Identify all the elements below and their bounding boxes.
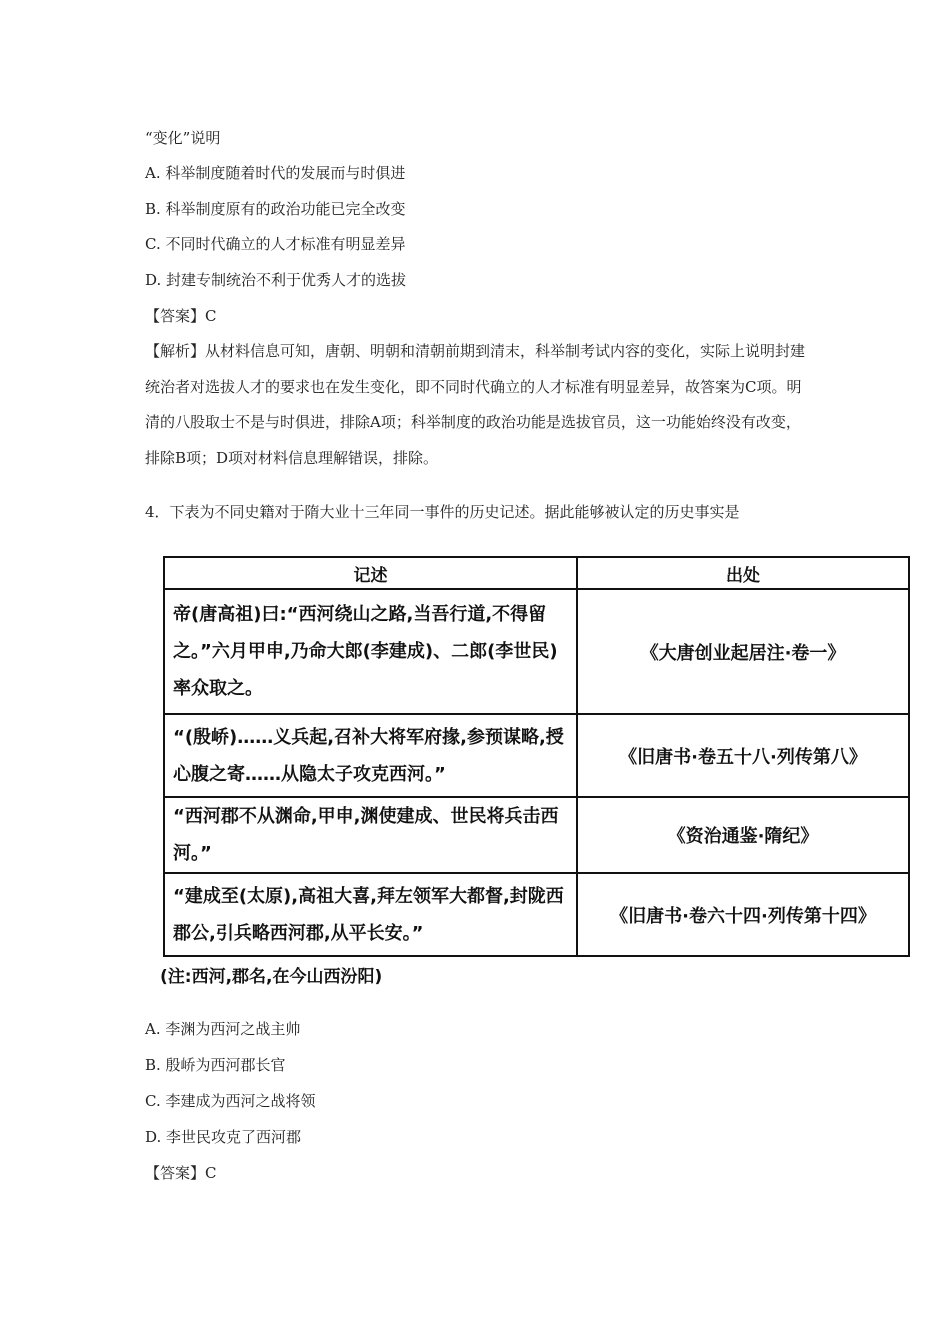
option-b: B. 殷峤为西河郡长官: [145, 1056, 286, 1074]
source-cell: 《大唐创业起居注·卷一》: [577, 589, 909, 714]
record-cell: “西河郡不从渊命,甲申,渊使建成、世民将兵击西河。”: [164, 797, 577, 873]
option-c: C. 不同时代确立的人才标准有明显差异: [145, 235, 406, 253]
option-c: C. 李建成为西河之战将领: [145, 1092, 316, 1110]
record-cell: 帝(唐高祖)曰:“西河绕山之路,当吾行道,不得留之。”六月甲申,乃命大郎(李建成)、二郎(李世民)率众取之。: [164, 589, 577, 714]
answer: 【答案】C: [145, 1164, 217, 1182]
analysis: 【解析】从材料信息可知，唐朝、明朝和清朝前期到清末，科举制考试内容的变化，实际上说明封建统治者对选拔人才的要求也在发生变化，即不同时代确立的人才标准有明显差异，故答案为C项。明清的八股取士不是与时俱进，排除A项；科举制度的政治功能是选拔官员，这一功能始终没有改变，排除B项；D项对材料信息理解错误，排除。: [145, 342, 806, 467]
option-d: D. 封建专制统治不利于优秀人才的选拔: [145, 271, 407, 289]
option-a: A. 李渊为西河之战主帅: [145, 1020, 301, 1038]
question-stem-end: “变化”说明: [145, 129, 221, 147]
source-cell: 《旧唐书·卷五十八·列传第八》: [577, 714, 909, 797]
record-cell: “(殷峤)……义兵起,召补大将军府掾,参预谋略,授心腹之寄……从隐太子攻克西河。”: [164, 714, 577, 797]
option-d: D. 李世民攻克了西河郡: [145, 1128, 302, 1146]
header-record: 记述: [164, 557, 577, 589]
table-row: [164, 714, 909, 797]
table-row: [164, 797, 909, 873]
table-header-row: [164, 557, 909, 589]
source-cell: 《资治通鉴·隋纪》: [577, 797, 909, 873]
table-note: (注:西河,郡名,在今山西汾阳): [160, 967, 383, 987]
source-table: [163, 556, 910, 957]
table-row: [164, 589, 909, 714]
table-row: [164, 873, 909, 956]
source-cell: 《旧唐书·卷六十四·列传第十四》: [577, 873, 909, 956]
question-stem: 4．下表为不同史籍对于隋大业十三年同一事件的历史记述。据此能够被认定的历史事实是: [145, 503, 740, 521]
option-b: B. 科举制度原有的政治功能已完全改变: [145, 200, 406, 218]
answer: 【答案】C: [145, 307, 217, 325]
option-a: A. 科举制度随着时代的发展而与时俱进: [145, 164, 406, 182]
header-source: 出处: [577, 557, 909, 589]
record-cell: “建成至(太原),高祖大喜,拜左领军大都督,封陇西郡公,引兵略西河郡,从平长安。”: [164, 873, 577, 956]
